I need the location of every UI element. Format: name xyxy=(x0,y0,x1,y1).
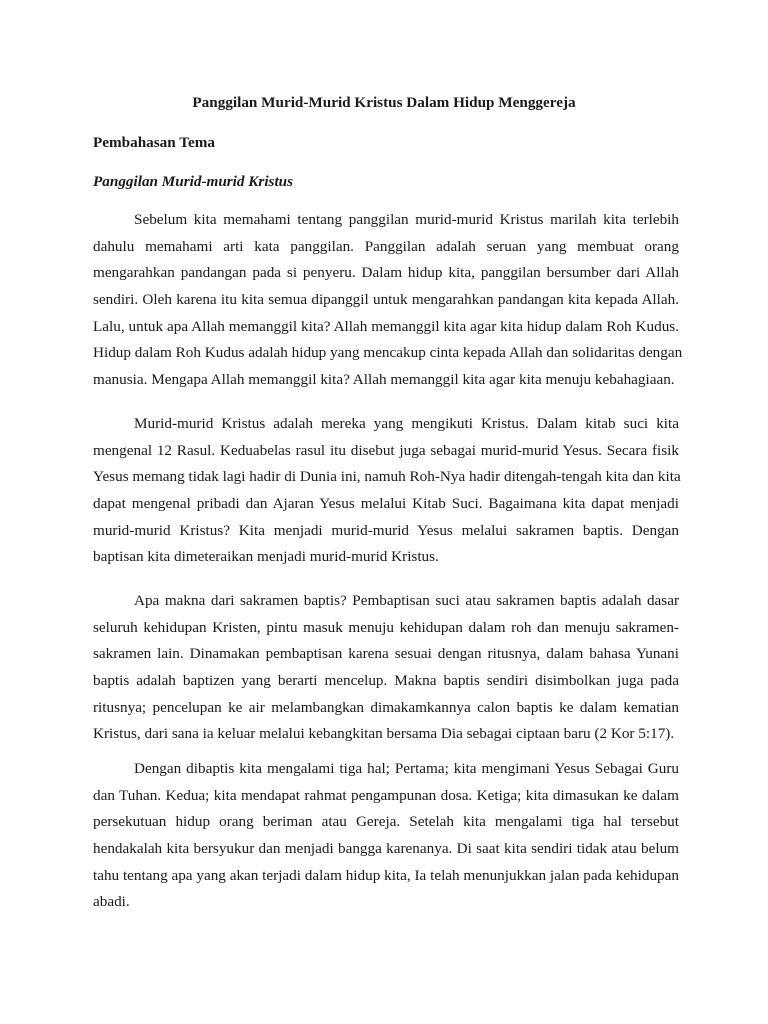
paragraph-line: mengarahkan pandangan pada si penyeru. Dalam hidup kita, panggilan bersumber dari Allah xyxy=(93,264,679,282)
paragraph-line: Kristus, dari sana ia keluar melalui kebangkitan bersama Dia sebagai ciptaan baru (2 Kor 5:17). xyxy=(93,725,675,743)
paragraph-line: Dengan dibaptis kita mengalami tiga hal; Pertama; kita mengimani Yesus Sebagai Guru xyxy=(134,760,679,777)
paragraph-line: mengenal 12 Rasul. Keduabelas rasul itu disebut juga sebagai murid-murid Yesus. Secara fisik xyxy=(93,441,679,459)
paragraph-line: dapat mengenal pribadi dan Ajaran Yesus melalui Kitab Suci. Bagaimana kita dapat menjadi xyxy=(93,495,679,513)
paragraph-2 xyxy=(93,411,679,571)
paragraph-line: sakramen lain. Dinamakan pembaptisan karena sesuai dengan ritusnya, dalam bahasa Yunani xyxy=(93,645,679,663)
paragraph-line: tahu tentang apa yang akan terjadi dalam hidup kita, Ia telah menunjukkan jalan pada kehidupan xyxy=(93,866,679,884)
section-heading: Pembahasan Tema xyxy=(93,134,215,151)
paragraph-line: Hidup dalam Roh Kudus adalah hidup yang mencakup cinta kepada Allah dan solidaritas dengan xyxy=(93,344,683,362)
paragraph-4 xyxy=(93,756,679,916)
paragraph-line: Yesus memang tidak lagi hadir di Dunia ini, namuh Roh-Nya hadir ditengah-tengah kita dan kita xyxy=(93,468,681,486)
paragraph-line: Lalu, untuk apa Allah memanggil kita? Allah memanggil kita agar kita hidup dalam Roh Kudus. xyxy=(93,317,679,335)
paragraph-line: seluruh kehidupan Kristen, pintu masuk menuju kehidupan dalam roh dan menuju sakramen- xyxy=(93,618,679,636)
paragraph-line: dan Tuhan. Kedua; kita mendapat rahmat pengampunan dosa. Ketiga; kita dimasukan ke dalam xyxy=(93,786,679,804)
paragraph-line: abadi. xyxy=(93,893,130,911)
paragraph-line: murid-murid Kristus? Kita menjadi murid-murid Yesus melalui sakramen baptis. Dengan xyxy=(93,521,679,539)
paragraph-line: Murid-murid Kristus adalah mereka yang mengikuti Kristus. Dalam kitab suci kita xyxy=(134,415,679,432)
paragraph-line: baptis adalah baptizen yang berarti mencelup. Makna baptis sendiri disimbolkan juga pada xyxy=(93,672,679,690)
paragraph-line: persekutuan hidup orang beriman atau Gereja. Setelah kita mengalami tiga hal tersebut xyxy=(93,813,679,831)
document-title: Panggilan Murid-Murid Kristus Dalam Hidup Menggereja xyxy=(192,94,576,111)
paragraph-line: Sebelum kita memahami tentang panggilan murid-murid Kristus marilah kita terlebih xyxy=(134,211,679,228)
paragraph-line: hendakalah kita bersyukur dan menjadi bangga karenanya. Di saat kita sendiri tidak atau belum xyxy=(93,840,679,858)
paragraph-line: Apa makna dari sakramen baptis? Pembaptisan suci atau sakramen baptis adalah dasar xyxy=(134,592,679,609)
paragraph-line: sendiri. Oleh karena itu kita semua dipanggil untuk mengarahkan pandangan kita kepada Allah. xyxy=(93,291,679,309)
paragraph-line: baptisan kita dimeteraikan menjadi murid-murid Kristus. xyxy=(93,548,439,566)
paragraph-line: ritusnya; pencelupan ke air melambangkan dimakamkannya calon baptis ke dalam kematian xyxy=(93,698,679,716)
paragraph-line: dahulu memahami arti kata panggilan. Panggilan adalah seruan yang membuat orang xyxy=(93,237,679,255)
paragraph-3 xyxy=(93,588,679,748)
paragraph-line: manusia. Mengapa Allah memanggil kita? Allah memanggil kita agar kita menuju kebahagiaan. xyxy=(93,371,675,389)
paragraph-1 xyxy=(93,207,683,394)
section-subheading: Panggilan Murid-murid Kristus xyxy=(93,173,294,190)
